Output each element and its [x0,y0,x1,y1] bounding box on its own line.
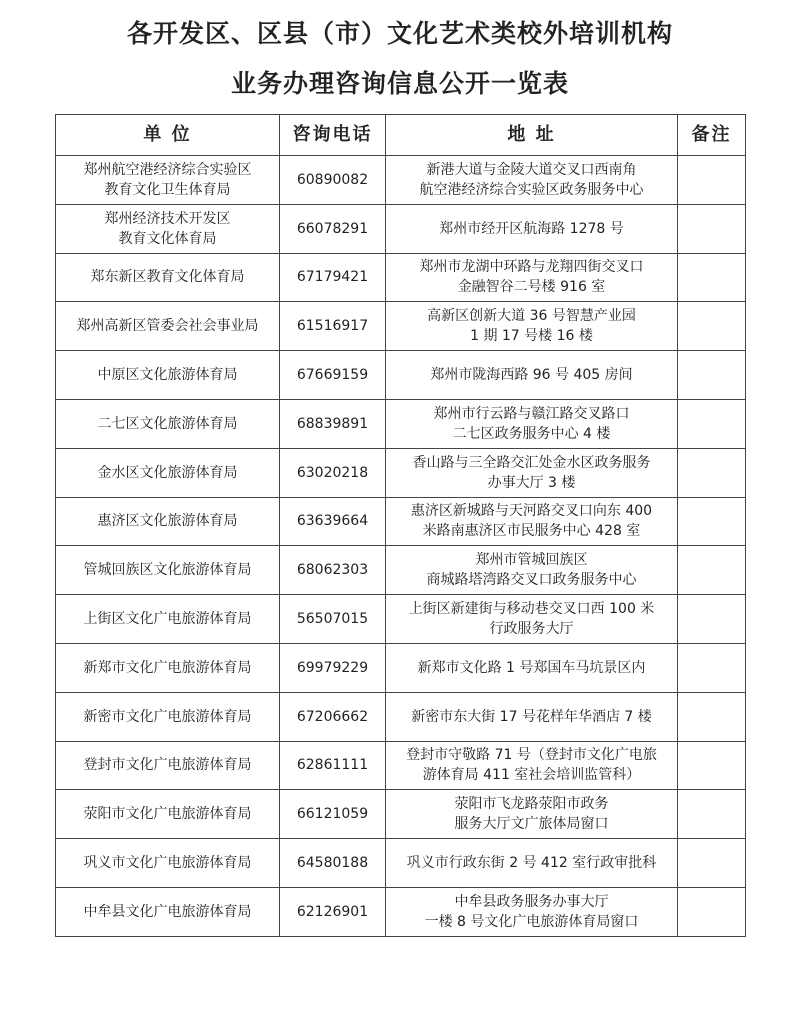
address-cell: 新郑市文化路 1 号郑国车马坑景区内 [386,643,678,692]
remark-cell [678,351,746,400]
table-row [56,643,746,692]
remark-cell [678,790,746,839]
table-row [56,741,746,790]
address-cell: 惠济区新城路与天河路交叉口向东 400 米路南惠济区市民服务中心 428 室 [386,497,678,546]
remark-cell [678,448,746,497]
header-remark: 备注 [678,115,746,156]
phone-cell: 64580188 [280,839,386,888]
header-address: 地 址 [386,115,678,156]
table-row [56,595,746,644]
address-cell: 郑州市行云路与赣江路交叉路口 二七区政务服务中心 4 楼 [386,399,678,448]
unit-cell: 金水区文化旅游体育局 [56,448,280,497]
unit-cell: 郑州航空港经济综合实验区 教育文化卫生体育局 [56,156,280,205]
unit-cell: 郑州经济技术开发区 教育文化体育局 [56,204,280,253]
phone-cell: 62126901 [280,887,386,936]
unit-cell: 上街区文化广电旅游体育局 [56,595,280,644]
phone-cell: 56507015 [280,595,386,644]
unit-cell: 管城回族区文化旅游体育局 [56,546,280,595]
address-cell: 荥阳市飞龙路荥阳市政务 服务大厅文广旅体局窗口 [386,790,678,839]
table-row [56,790,746,839]
address-cell: 上街区新建街与移动巷交叉口西 100 米 行政服务大厅 [386,595,678,644]
phone-cell: 63020218 [280,448,386,497]
unit-cell: 中牟县文化广电旅游体育局 [56,887,280,936]
unit-cell: 新郑市文化广电旅游体育局 [56,643,280,692]
header-unit: 单 位 [56,115,280,156]
phone-cell: 67669159 [280,351,386,400]
table-row [56,399,746,448]
unit-cell: 郑东新区教育文化体育局 [56,253,280,302]
phone-cell: 63639664 [280,497,386,546]
remark-cell [678,399,746,448]
unit-cell: 新密市文化广电旅游体育局 [56,692,280,741]
unit-cell: 中原区文化旅游体育局 [56,351,280,400]
table-row [56,887,746,936]
address-cell: 香山路与三全路交汇处金水区政务服务 办事大厅 3 楼 [386,448,678,497]
table-row [56,253,746,302]
table-row [56,302,746,351]
phone-cell: 67206662 [280,692,386,741]
phone-cell: 68839891 [280,399,386,448]
remark-cell [678,156,746,205]
document-title-line2: 业务办理咨询信息公开一览表 [230,69,569,98]
phone-cell: 66078291 [280,204,386,253]
remark-cell [678,692,746,741]
table-row [56,351,746,400]
remark-cell [678,253,746,302]
table-row [56,497,746,546]
unit-cell: 郑州高新区管委会社会事业局 [56,302,280,351]
table-row [56,204,746,253]
address-cell: 新港大道与金陵大道交叉口西南角 航空港经济综合实验区政务服务中心 [386,156,678,205]
address-cell: 巩义市行政东街 2 号 412 室行政审批科 [386,839,678,888]
phone-cell: 67179421 [280,253,386,302]
table-header-row [56,115,746,156]
remark-cell [678,741,746,790]
remark-cell [678,546,746,595]
address-cell: 中牟县政务服务办事大厅 一楼 8 号文化广电旅游体育局窗口 [386,887,678,936]
unit-cell: 巩义市文化广电旅游体育局 [56,839,280,888]
address-cell: 郑州市管城回族区 商城路塔湾路交叉口政务服务中心 [386,546,678,595]
address-cell: 新密市东大街 17 号花样年华酒店 7 楼 [386,692,678,741]
table-row [56,156,746,205]
document-title-line1: 各开发区、区县（市）文化艺术类校外培训机构 [126,19,673,48]
unit-cell: 荥阳市文化广电旅游体育局 [56,790,280,839]
phone-cell: 62861111 [280,741,386,790]
header-phone: 咨询电话 [280,115,386,156]
table-row [56,448,746,497]
address-cell: 高新区创新大道 36 号智慧产业园 1 期 17 号楼 16 楼 [386,302,678,351]
phone-cell: 69979229 [280,643,386,692]
unit-cell: 惠济区文化旅游体育局 [56,497,280,546]
address-cell: 登封市守敬路 71 号（登封市文化广电旅 游体育局 411 室社会培训监管科） [386,741,678,790]
address-cell: 郑州市陇海西路 96 号 405 房间 [386,351,678,400]
remark-cell [678,643,746,692]
unit-cell: 二七区文化旅游体育局 [56,399,280,448]
phone-cell: 66121059 [280,790,386,839]
table-body [56,156,746,937]
address-cell: 郑州市经开区航海路 1278 号 [386,204,678,253]
contact-table [55,114,746,937]
remark-cell [678,887,746,936]
table-row [56,839,746,888]
unit-cell: 登封市文化广电旅游体育局 [56,741,280,790]
remark-cell [678,497,746,546]
remark-cell [678,302,746,351]
phone-cell: 60890082 [280,156,386,205]
remark-cell [678,839,746,888]
address-cell: 郑州市龙湖中环路与龙翔四街交叉口 金融智谷二号楼 916 室 [386,253,678,302]
phone-cell: 61516917 [280,302,386,351]
remark-cell [678,204,746,253]
table-row [56,692,746,741]
phone-cell: 68062303 [280,546,386,595]
table-row [56,546,746,595]
remark-cell [678,595,746,644]
